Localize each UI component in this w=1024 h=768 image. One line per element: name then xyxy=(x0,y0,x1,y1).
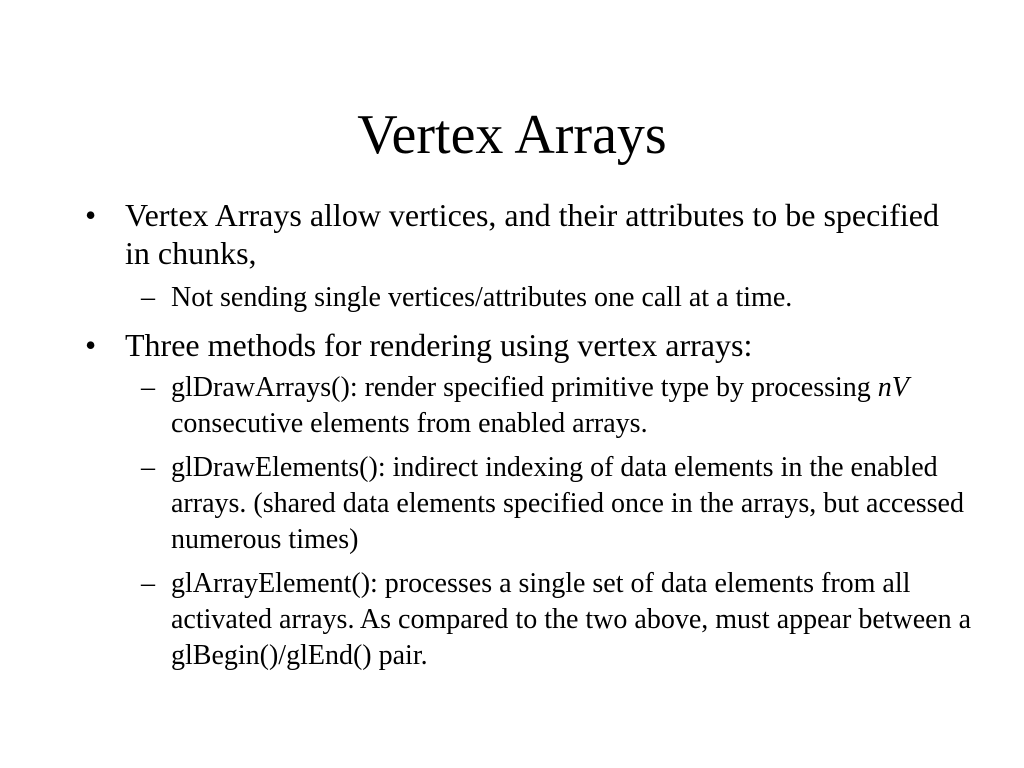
dash-marker: – xyxy=(141,452,155,483)
sub-bullet-emphasis: nV xyxy=(877,372,909,403)
slide-title: Vertex Arrays xyxy=(357,104,667,166)
sub-bullet-text: glArrayElement(): processes a single set of data elements from all activated arrays. As compared to the two above, must appear between a glBegin()/glEnd() pair. xyxy=(171,568,972,671)
dash-marker: – xyxy=(141,372,155,403)
bullet-text: Vertex Arrays allow vertices, and their attributes to be specified in chunks, xyxy=(125,197,939,271)
bullet-marker: • xyxy=(85,327,97,363)
bullet-marker: • xyxy=(85,197,97,233)
bullet-text: Three methods for rendering using vertex arrays: xyxy=(125,327,753,363)
bullet-item xyxy=(85,326,965,364)
sub-bullet-text: glDrawElements(): indirect indexing of data elements in the enabled arrays. (shared data elements specified once in the arrays, but accessed numerous times) xyxy=(171,452,964,555)
sub-bullet-text-before: glDrawArrays(): render specified primitive type by processing xyxy=(171,372,878,403)
dash-marker: – xyxy=(141,282,155,313)
sub-bullet-text: Not sending single vertices/attributes one call at a time. xyxy=(171,282,793,313)
dash-marker: – xyxy=(141,568,155,599)
sub-bullet-item xyxy=(141,566,991,674)
bullet-item xyxy=(85,196,965,272)
sub-bullet-text-after: consecutive elements from enabled arrays. xyxy=(171,408,648,439)
sub-bullet-item xyxy=(141,370,991,442)
sub-bullet-item xyxy=(141,280,991,316)
slide-body xyxy=(0,196,1024,674)
sub-bullet-item xyxy=(141,450,991,558)
